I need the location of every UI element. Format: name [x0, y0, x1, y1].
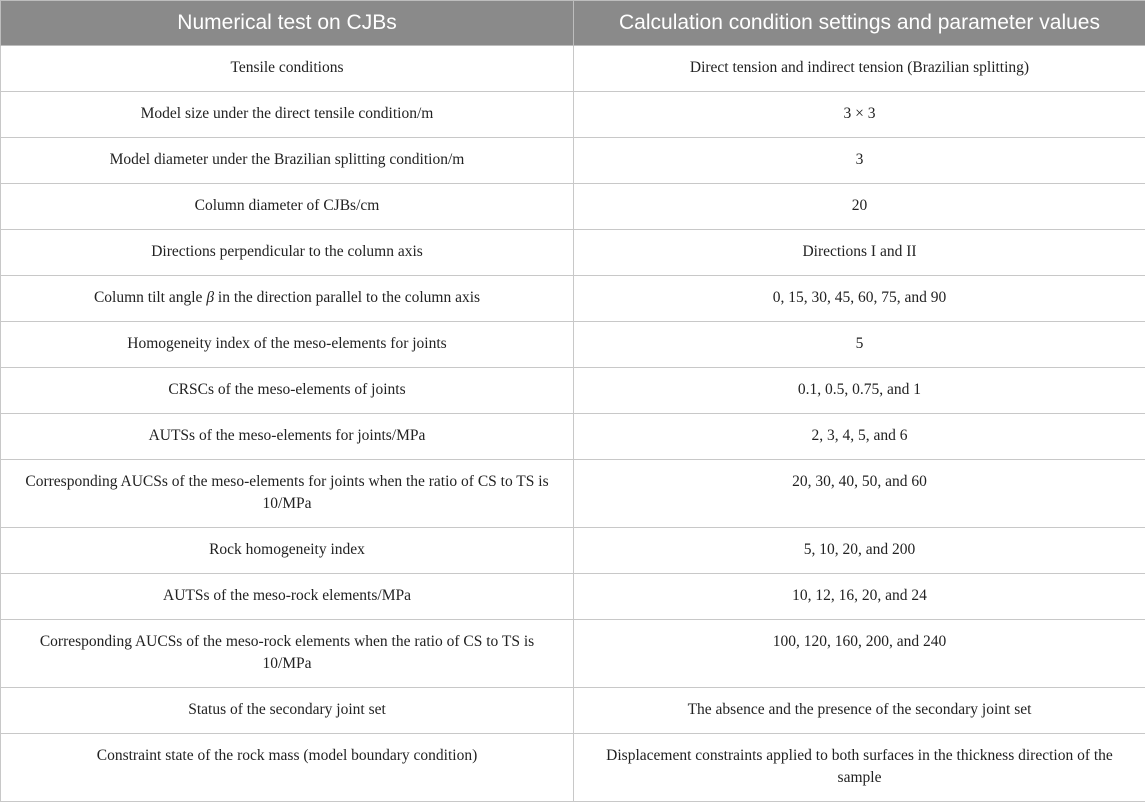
condition-text-pre: Column tilt angle	[94, 289, 206, 306]
value-cell: 3	[574, 138, 1145, 184]
value-cell: 100, 120, 160, 200, and 240	[574, 620, 1145, 688]
table-row	[1, 230, 1145, 276]
table-row	[1, 734, 1145, 802]
table-row	[1, 528, 1145, 574]
condition-cell: AUTSs of the meso-elements for joints/MPa	[1, 414, 574, 460]
table-row	[1, 138, 1145, 184]
condition-cell: Corresponding AUCSs of the meso-elements for joints when the ratio of CS to TS is 10/MPa	[1, 460, 574, 528]
table-row	[1, 620, 1145, 688]
table-body	[1, 46, 1145, 802]
table-row	[1, 574, 1145, 620]
condition-cell: Model size under the direct tensile condition/m	[1, 92, 574, 138]
table-row	[1, 688, 1145, 734]
value-cell: Direct tension and indirect tension (Brazilian splitting)	[574, 46, 1145, 92]
table-row	[1, 368, 1145, 414]
value-cell: 5, 10, 20, and 200	[574, 528, 1145, 574]
table-row	[1, 460, 1145, 528]
table-row	[1, 322, 1145, 368]
header-test: Numerical test on CJBs	[1, 1, 574, 46]
condition-cell: AUTSs of the meso-rock elements/MPa	[1, 574, 574, 620]
header-settings: Calculation condition settings and parameter values	[574, 1, 1145, 46]
table-row	[1, 414, 1145, 460]
value-cell: Directions I and II	[574, 230, 1145, 276]
table-row	[1, 184, 1145, 230]
condition-cell: Directions perpendicular to the column axis	[1, 230, 574, 276]
value-cell: 20	[574, 184, 1145, 230]
value-cell: The absence and the presence of the secondary joint set	[574, 688, 1145, 734]
value-cell: 20, 30, 40, 50, and 60	[574, 460, 1145, 528]
value-cell: 2, 3, 4, 5, and 6	[574, 414, 1145, 460]
condition-cell: Status of the secondary joint set	[1, 688, 574, 734]
condition-cell: Corresponding AUCSs of the meso-rock elements when the ratio of CS to TS is 10/MPa	[1, 620, 574, 688]
table-header	[1, 1, 1145, 46]
table-row	[1, 276, 1145, 322]
value-cell: 3 × 3	[574, 92, 1145, 138]
condition-cell: Model diameter under the Brazilian splitting condition/m	[1, 138, 574, 184]
value-cell: 0.1, 0.5, 0.75, and 1	[574, 368, 1145, 414]
value-cell: 0, 15, 30, 45, 60, 75, and 90	[574, 276, 1145, 322]
table-row	[1, 46, 1145, 92]
value-cell: 5	[574, 322, 1145, 368]
value-cell: Displacement constraints applied to both surfaces in the thickness direction of the sample	[574, 734, 1145, 802]
beta-symbol: β	[206, 289, 214, 306]
condition-cell: Homogeneity index of the meso-elements for joints	[1, 322, 574, 368]
value-cell: 10, 12, 16, 20, and 24	[574, 574, 1145, 620]
table-row	[1, 92, 1145, 138]
condition-cell: Column diameter of CJBs/cm	[1, 184, 574, 230]
condition-cell	[1, 276, 574, 322]
condition-cell: Constraint state of the rock mass (model boundary condition)	[1, 734, 574, 802]
condition-cell: CRSCs of the meso-elements of joints	[1, 368, 574, 414]
condition-cell: Tensile conditions	[1, 46, 574, 92]
header-row	[1, 1, 1145, 46]
condition-text-post: in the direction parallel to the column axis	[214, 289, 480, 306]
condition-cell: Rock homogeneity index	[1, 528, 574, 574]
